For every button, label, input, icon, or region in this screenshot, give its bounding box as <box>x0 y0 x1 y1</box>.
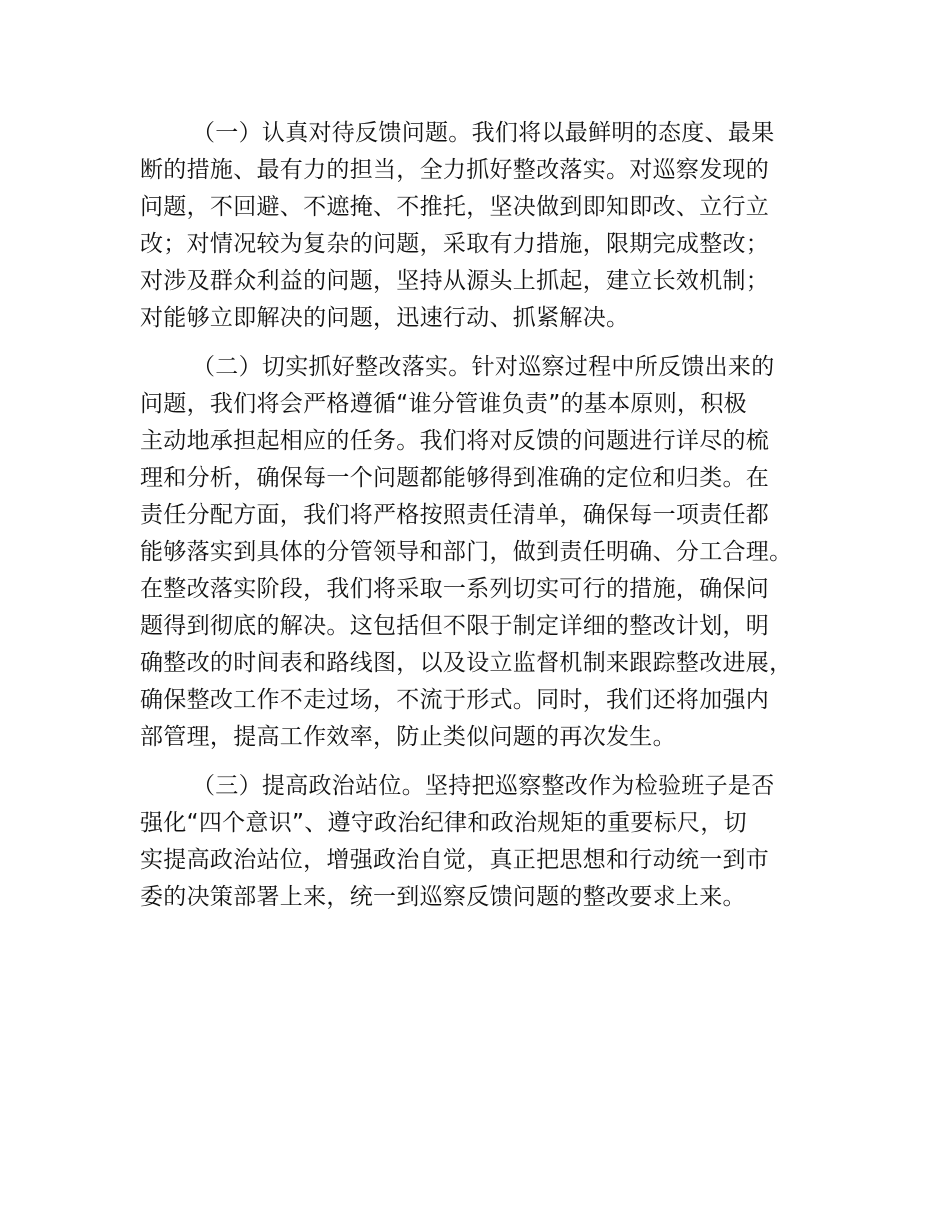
text-line: 确保整改工作不走过场，不流于形式。同时，我们还将加强内 <box>140 687 770 713</box>
text-line: 问题，我们将会严格遵循“谁分管谁负责”的基本原则，积极 <box>140 391 747 417</box>
text-line: 题得到彻底的解决。这包括但不限于制定详细的整改计划，明 <box>140 613 770 639</box>
text-line: 对涉及群众利益的问题，坚持从源头上抓起，建立长效机制； <box>140 268 770 294</box>
text-line: 对能够立即解决的问题，迅速行动、抓紧解决。 <box>140 305 630 331</box>
text-line: 断的措施、最有力的担当，全力抓好整改落实。对巡察发现的 <box>140 157 770 183</box>
paragraph-spacer <box>140 337 830 349</box>
text-line: 理和分析，确保每一个问题都能够得到准确的定位和归类。在 <box>140 465 770 491</box>
text-line: 确整改的时间表和路线图，以及设立监督机制来跟踪整改进展， <box>140 650 793 676</box>
text-line: （二）切实抓好整改落实。针对巡察过程中所反馈出来的 <box>192 354 775 380</box>
text-line: （三）提高政治站位。坚持把巡察整改作为检验班子是否 <box>192 773 775 799</box>
text-line: 委的决策部署上来，统一到巡察反馈问题的整改要求上来。 <box>140 884 746 910</box>
text-line: 责任分配方面，我们将严格按照责任清单，确保每一项责任都 <box>140 502 770 528</box>
text-line: 能够落实到具体的分管领导和部门，做到责任明确、分工合理。 <box>140 539 793 565</box>
text-line: 部管理，提高工作效率，防止类似问题的再次发生。 <box>140 724 676 750</box>
text-line: 实提高政治站位，增强政治自觉，真正把思想和行动统一到市 <box>140 847 770 873</box>
paragraph-spacer <box>140 756 830 768</box>
paragraph-1 <box>140 115 830 337</box>
paragraph-2 <box>140 349 830 756</box>
text-line: 主动地承担起相应的任务。我们将对反馈的问题进行详尽的梳 <box>140 428 770 454</box>
text-line: 改；对情况较为复杂的问题，采取有力措施，限期完成整改； <box>140 231 770 257</box>
document-body <box>140 115 830 916</box>
text-line: （一）认真对待反馈问题。我们将以最鲜明的态度、最果 <box>192 120 775 146</box>
text-line: 在整改落实阶段，我们将采取一系列切实可行的措施，确保问 <box>140 576 770 602</box>
paragraph-3 <box>140 768 830 916</box>
text-line: 强化“四个意识”、遵守政治纪律和政治规矩的重要标尺，切 <box>140 810 747 836</box>
text-line: 问题，不回避、不遮掩、不推托，坚决做到即知即改、立行立 <box>140 194 770 220</box>
